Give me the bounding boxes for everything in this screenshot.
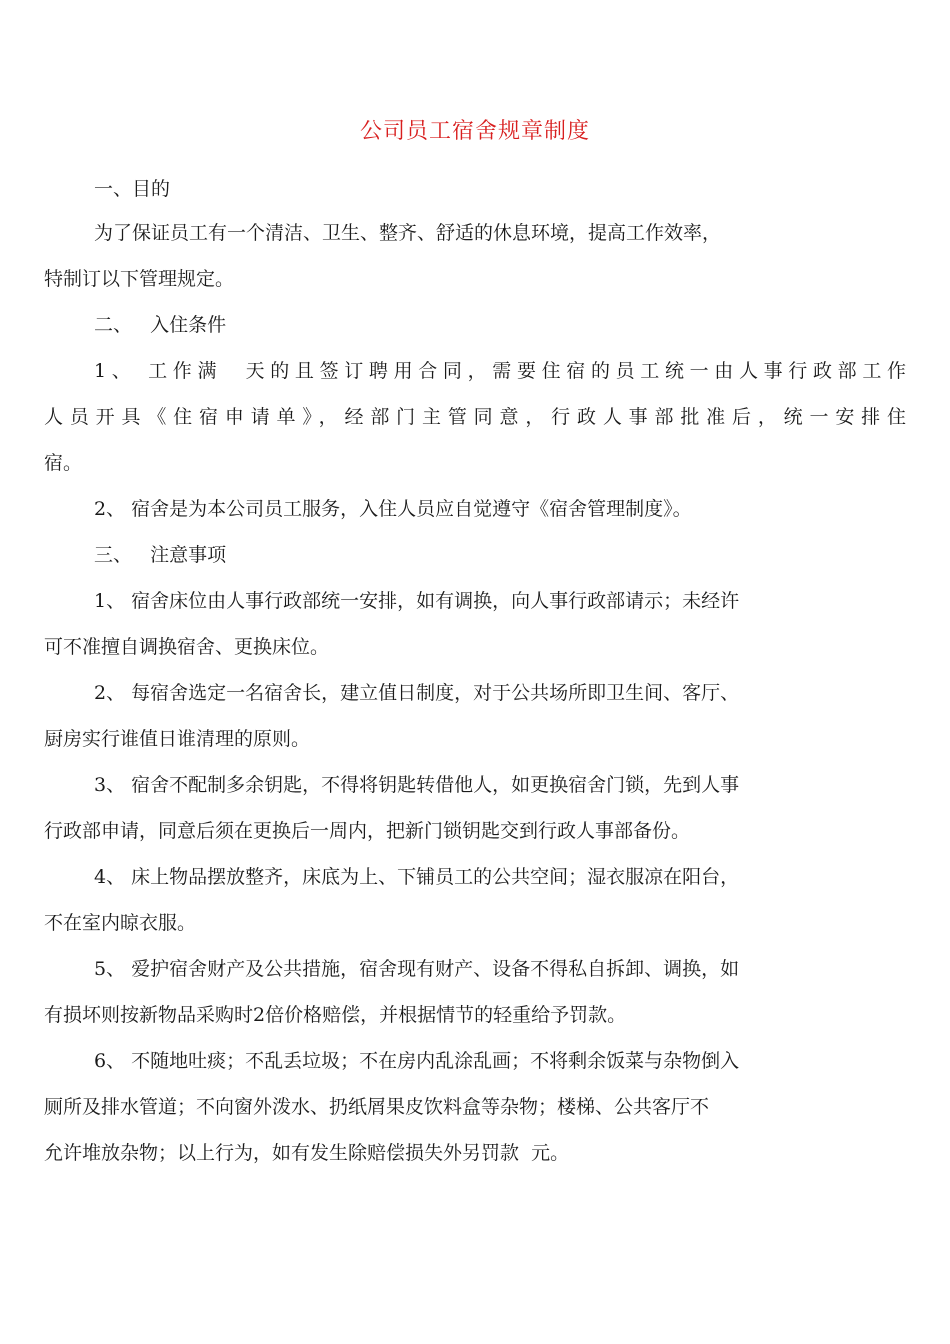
paragraph-line: 1、 工作满 天的且签订聘用合同，需要住宿的员工统一由人事行政部工作 bbox=[94, 360, 906, 382]
paragraph-line: 厕所及排水管道；不向窗外泼水、扔纸屑果皮饮料盒等杂物；楼梯、公共客厅不 bbox=[44, 1096, 710, 1118]
paragraph-line: 6、 不随地吐痰；不乱丢垃圾；不在房内乱涂乱画；不将剩余饭菜与杂物倒入 bbox=[94, 1050, 740, 1072]
paragraph-line: 厨房实行谁值日谁清理的原则。 bbox=[44, 728, 311, 750]
paragraph-line: 1、 宿舍床位由人事行政部统一安排，如有调换，向人事行政部请示；未经许 bbox=[94, 590, 740, 612]
paragraph-line: 3、 宿舍不配制多余钥匙，不得将钥匙转借他人，如更换宿舍门锁，先到人事 bbox=[94, 774, 740, 796]
paragraph-line: 4、 床上物品摆放整齐，床底为上、下铺员工的公共空间；湿衣服凉在阳台， bbox=[94, 866, 740, 888]
section-heading-notes: 三、 注意事项 bbox=[94, 544, 227, 566]
paragraph-line: 5、 爱护宿舍财产及公共措施，宿舍现有财产、设备不得私自拆卸、调换，如 bbox=[94, 958, 740, 980]
paragraph-line: 2、 每宿舍选定一名宿舍长，建立值日制度，对于公共场所即卫生间、客厅、 bbox=[94, 682, 740, 704]
paragraph-line: 不在室内晾衣服。 bbox=[44, 912, 197, 934]
paragraph-line: 允许堆放杂物；以上行为，如有发生除赔偿损失外另罚款 元。 bbox=[44, 1142, 570, 1164]
paragraph-line: 人员开具《住宿申请单》，经部门主管同意，行政人事部批准后，统一安排住 bbox=[44, 406, 906, 428]
paragraph-line: 特制订以下管理规定。 bbox=[44, 268, 235, 290]
document-title: 公司员工宿舍规章制度 bbox=[359, 119, 590, 144]
paragraph-line: 有损坏则按新物品采购时2倍价格赔偿，并根据情节的轻重给予罚款。 bbox=[44, 1004, 627, 1026]
paragraph-line: 行政部申请，同意后须在更换后一周内，把新门锁钥匙交到行政人事部备份。 bbox=[44, 820, 691, 842]
paragraph-line: 2、 宿舍是为本公司员工服务，入住人员应自觉遵守《宿舍管理制度》。 bbox=[94, 498, 692, 520]
paragraph-line: 宿。 bbox=[44, 452, 83, 474]
section-heading-conditions: 二、 入住条件 bbox=[94, 314, 227, 336]
section-heading-purpose: 一、目的 bbox=[94, 178, 171, 200]
paragraph-line: 可不准擅自调换宿舍、更换床位。 bbox=[44, 636, 330, 658]
paragraph-line: 为了保证员工有一个清洁、卫生、整齐、舒适的休息环境，提高工作效率， bbox=[94, 222, 722, 244]
